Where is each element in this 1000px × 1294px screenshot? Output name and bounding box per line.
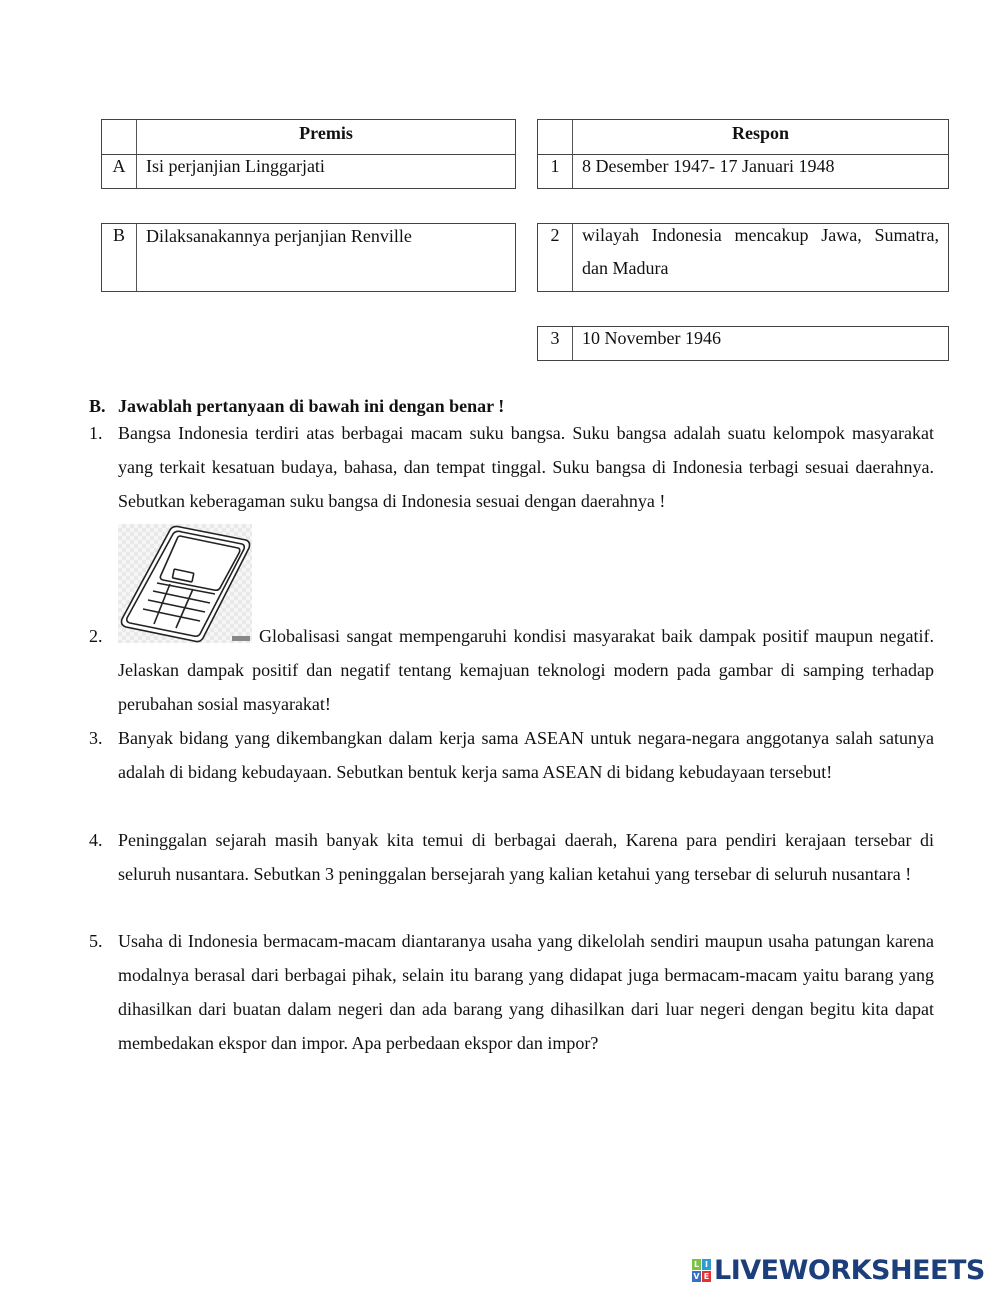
respon-text-line2: dan Madura <box>582 258 669 278</box>
section-instruction: Jawablah pertanyaan di bawah ini dengan benar ! <box>118 396 505 416</box>
respon-row-3 <box>538 327 948 360</box>
logo-letter-v: V <box>693 1272 700 1281</box>
respon-text-line1: wilayah Indonesia mencakup Jawa, Sumatra, <box>582 225 939 245</box>
respon-text: 10 November 1946 <box>582 328 721 348</box>
question-number: 1. <box>89 423 103 443</box>
premis-header-row <box>102 120 515 154</box>
question-4 <box>89 823 934 891</box>
logo-live-icon <box>692 1259 711 1282</box>
question-number: 3. <box>89 728 103 748</box>
logo-wordmark: LIVEWORKSHEETS <box>714 1255 985 1286</box>
respon-key: 1 <box>538 155 573 189</box>
respon-header: Respon <box>731 123 789 143</box>
respon-text: 8 Desember 1947- 17 Januari 1948 <box>582 155 835 176</box>
question-1 <box>89 416 934 518</box>
question-number: 4. <box>89 830 103 850</box>
premis-key: B <box>102 224 137 291</box>
respon-header-key <box>538 120 573 154</box>
respon-table <box>537 119 949 189</box>
premis-key: A <box>102 155 137 189</box>
logo-letter-l: L <box>693 1260 700 1269</box>
respon-key: 2 <box>538 224 573 291</box>
question-number: 5. <box>89 931 103 951</box>
question-5 <box>89 924 934 1060</box>
question-number: 2. <box>89 626 103 646</box>
question-text: Usaha di Indonesia bermacam-macam diantaranya usaha yang dikelolah sendiri maupun usaha patungan karena modalnya berasal dari berbagai pihak, selain itu barang yang didapat juga bermacam-macam yaitu barang yang dihasilkan dari buatan dalam negeri dan ada barang yang dihasilkan dari luar negeri dengan begitu kita dapat membedakan ekspor dan impor. Apa perbedaan ekspor dan impor? <box>118 931 934 1053</box>
section-b-title <box>89 396 504 417</box>
respon-row-1 <box>538 154 948 189</box>
respon-table-2 <box>537 223 949 292</box>
question-text: Globalisasi sangat mempengaruhi kondisi masyarakat baik dampak positif maupun negatif. Jelaskan dampak positif dan negatif tentang kemajuan teknologi modern pada gambar di samping terhadap perubahan sosial masyarakat! <box>118 626 934 714</box>
premis-table <box>101 119 516 189</box>
premis-header-key <box>102 120 137 154</box>
liveworksheets-logo[interactable] <box>692 1255 985 1286</box>
respon-key: 3 <box>538 327 573 360</box>
question-text: Bangsa Indonesia terdiri atas berbagai macam suku bangsa. Suku bangsa adalah suatu kelompok masyarakat yang terkait kesatuan budaya, bahasa, dan tempat tinggal. Suku bangsa di Indonesia terbagi sesuai daerahnya. Sebutkan keberagaman suku bangsa di Indonesia sesuai dengan daerahnya ! <box>118 423 934 511</box>
question-text: Peninggalan sejarah masih banyak kita temui di berbagai daerah, Karena para pendiri kerajaan tersebar di seluruh nusantara. Sebutkan 3 peninggalan bersejarah yang kalian ketahui yang tersebar di seluruh nusantara ! <box>118 830 934 884</box>
section-label: B. <box>89 396 106 416</box>
premis-row-b <box>102 224 515 291</box>
premis-header: Premis <box>299 123 353 143</box>
respon-row-2 <box>538 224 948 291</box>
logo-letter-e: E <box>703 1272 710 1281</box>
respon-text <box>573 219 948 291</box>
logo-letter-i: I <box>702 1259 711 1270</box>
respon-header-row <box>538 120 948 154</box>
question-3 <box>89 721 934 789</box>
question-2 <box>89 619 934 721</box>
premis-text: Isi perjanjian Linggarjati <box>146 155 325 176</box>
premis-text: Dilaksanakannya perjanjian Renville <box>146 226 412 246</box>
premis-table-b <box>101 223 516 292</box>
question-text: Banyak bidang yang dikembangkan dalam kerja sama ASEAN untuk negara-negara anggotanya salah satunya adalah di bidang kebudayaan. Sebutkan bentuk kerja sama ASEAN di bidang kebudayaan tersebut! <box>118 728 934 782</box>
respon-table-3 <box>537 326 949 361</box>
premis-row-a <box>102 154 515 189</box>
